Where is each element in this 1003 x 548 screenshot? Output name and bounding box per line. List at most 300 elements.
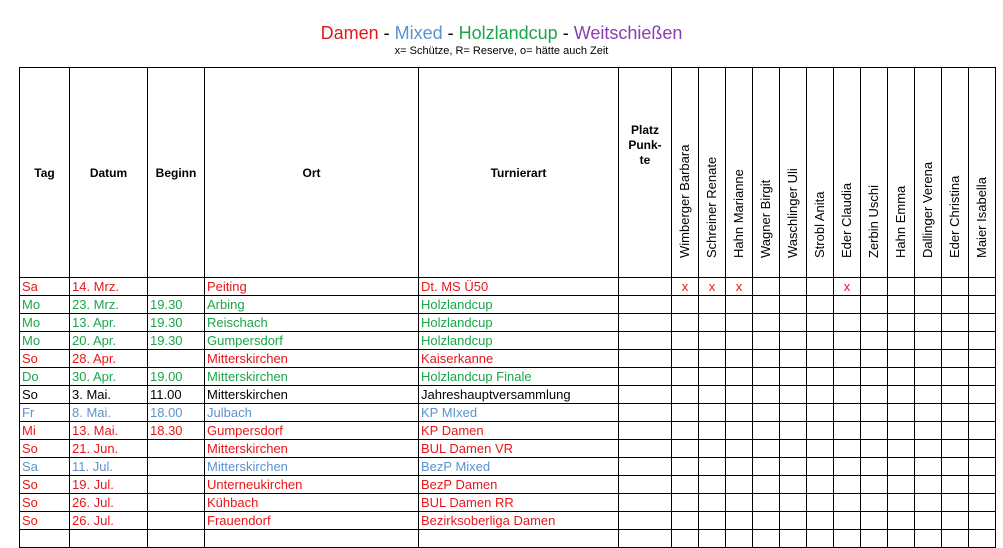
cell-mark [834, 494, 861, 512]
cell-mark [942, 296, 969, 314]
cell-mark [699, 350, 726, 368]
cell-beginn: 19.30 [148, 314, 205, 332]
cell-mark [753, 386, 780, 404]
cell-mark [834, 368, 861, 386]
title-part: Damen [320, 23, 379, 43]
title-part: - [557, 23, 574, 43]
cell-mark [753, 530, 780, 548]
cell-mark [942, 440, 969, 458]
cell-mark [780, 440, 807, 458]
cell-mark [780, 530, 807, 548]
cell-mark [726, 404, 753, 422]
person-name: Wagner Birgit [758, 179, 773, 258]
cell-tag: So [20, 386, 70, 404]
cell-mark [942, 368, 969, 386]
cell-mark [969, 512, 996, 530]
cell-datum: 26. Jul. [70, 512, 148, 530]
cell-tag: So [20, 440, 70, 458]
cell-mark: x [672, 278, 699, 296]
cell-ort: Gumpersdorf [205, 422, 419, 440]
cell-mark [969, 350, 996, 368]
cell-datum: 30. Apr. [70, 368, 148, 386]
table-row [20, 278, 996, 296]
cell-datum: 13. Mai. [70, 422, 148, 440]
cell-mark [942, 422, 969, 440]
cell-tag: So [20, 350, 70, 368]
cell-platz [619, 494, 672, 512]
cell-mark [969, 494, 996, 512]
cell-mark [807, 332, 834, 350]
cell-mark [807, 530, 834, 548]
schedule-table [19, 67, 996, 548]
cell-mark [915, 314, 942, 332]
cell-datum: 3. Mai. [70, 386, 148, 404]
title-part: Holzlandcup [458, 23, 558, 43]
cell-mark [726, 512, 753, 530]
cell-mark [834, 296, 861, 314]
cell-platz [619, 296, 672, 314]
table-row [20, 386, 996, 404]
title-part: - [442, 23, 459, 43]
cell-mark [969, 530, 996, 548]
cell-tag: Do [20, 368, 70, 386]
cell-mark [807, 422, 834, 440]
cell-ort: Peiting [205, 278, 419, 296]
person-name: Schreiner Renate [704, 156, 719, 258]
cell-tag: Mo [20, 296, 70, 314]
cell-mark [834, 386, 861, 404]
cell-beginn: 19.00 [148, 368, 205, 386]
cell-beginn [148, 440, 205, 458]
cell-mark [753, 278, 780, 296]
cell-beginn [148, 512, 205, 530]
header-platz-punkte [619, 68, 672, 278]
cell-mark [699, 296, 726, 314]
cell-mark [780, 368, 807, 386]
header-person [834, 68, 861, 278]
table-row [20, 458, 996, 476]
cell-mark [861, 458, 888, 476]
cell-beginn [148, 350, 205, 368]
cell-mark [753, 404, 780, 422]
cell-beginn [148, 530, 205, 548]
cell-platz [619, 422, 672, 440]
cell-mark [726, 332, 753, 350]
cell-mark [942, 458, 969, 476]
cell-mark [753, 440, 780, 458]
table-row [20, 368, 996, 386]
table-row [20, 350, 996, 368]
cell-mark [672, 440, 699, 458]
cell-mark [969, 368, 996, 386]
cell-mark [780, 314, 807, 332]
cell-mark [726, 314, 753, 332]
cell-mark [834, 314, 861, 332]
cell-mark [672, 368, 699, 386]
cell-mark [726, 296, 753, 314]
cell-turnierart: BUL Damen VR [419, 440, 619, 458]
cell-ort: Arbing [205, 296, 419, 314]
cell-mark [672, 458, 699, 476]
cell-mark [861, 386, 888, 404]
cell-mark [888, 440, 915, 458]
cell-datum: 23. Mrz. [70, 296, 148, 314]
cell-mark [969, 296, 996, 314]
header-person [915, 68, 942, 278]
cell-mark [888, 278, 915, 296]
cell-ort: Mitterskirchen [205, 386, 419, 404]
legend-subtitle: x= Schütze, R= Reserve, o= hätte auch Zeit [394, 45, 609, 57]
cell-mark [942, 512, 969, 530]
cell-beginn: 19.30 [148, 296, 205, 314]
header-turnierart: Turnierart [419, 68, 619, 278]
title-part: Weitschießen [573, 23, 683, 43]
cell-mark [915, 494, 942, 512]
table-row [20, 530, 996, 548]
cell-mark [726, 476, 753, 494]
cell-mark [699, 494, 726, 512]
cell-mark [753, 476, 780, 494]
cell-mark [753, 332, 780, 350]
cell-ort: Gumpersdorf [205, 332, 419, 350]
cell-mark [969, 458, 996, 476]
cell-mark [726, 458, 753, 476]
cell-mark [942, 278, 969, 296]
cell-mark [807, 476, 834, 494]
cell-mark [672, 386, 699, 404]
cell-mark [969, 278, 996, 296]
cell-mark [915, 368, 942, 386]
cell-mark [699, 314, 726, 332]
cell-mark [807, 296, 834, 314]
cell-beginn: 11.00 [148, 386, 205, 404]
cell-mark [672, 404, 699, 422]
cell-mark [942, 386, 969, 404]
cell-beginn: 18.30 [148, 422, 205, 440]
cell-tag [20, 530, 70, 548]
cell-ort: Mitterskirchen [205, 350, 419, 368]
cell-mark [915, 476, 942, 494]
cell-mark [861, 350, 888, 368]
cell-mark [969, 422, 996, 440]
cell-datum: 11. Jul. [70, 458, 148, 476]
cell-platz [619, 332, 672, 350]
table-row [20, 476, 996, 494]
cell-datum: 26. Jul. [70, 494, 148, 512]
header-person [942, 68, 969, 278]
cell-mark [861, 404, 888, 422]
cell-tag: So [20, 494, 70, 512]
cell-mark [699, 440, 726, 458]
cell-mark [915, 350, 942, 368]
cell-mark [861, 296, 888, 314]
cell-turnierart: Jahreshauptversammlung [419, 386, 619, 404]
cell-mark [834, 440, 861, 458]
cell-tag: Sa [20, 458, 70, 476]
cell-mark [726, 368, 753, 386]
cell-mark [861, 422, 888, 440]
cell-tag: Sa [20, 278, 70, 296]
cell-datum: 28. Apr. [70, 350, 148, 368]
cell-mark [888, 386, 915, 404]
cell-mark [726, 440, 753, 458]
cell-mark [969, 386, 996, 404]
cell-mark [861, 278, 888, 296]
cell-mark [888, 368, 915, 386]
cell-mark [969, 476, 996, 494]
cell-mark [807, 350, 834, 368]
cell-ort: Mitterskirchen [205, 458, 419, 476]
cell-mark [888, 494, 915, 512]
title-part: Mixed [394, 23, 443, 43]
person-name: Hahn Marianne [731, 169, 746, 258]
table-row [20, 494, 996, 512]
cell-mark [942, 404, 969, 422]
cell-mark [780, 476, 807, 494]
cell-turnierart: Dt. MS Ü50 [419, 278, 619, 296]
cell-datum: 8. Mai. [70, 404, 148, 422]
cell-beginn: 19.30 [148, 332, 205, 350]
header-person [861, 68, 888, 278]
cell-datum: 19. Jul. [70, 476, 148, 494]
cell-mark [915, 440, 942, 458]
cell-mark [969, 404, 996, 422]
cell-mark [942, 350, 969, 368]
cell-tag: So [20, 512, 70, 530]
cell-mark [753, 368, 780, 386]
cell-mark [915, 512, 942, 530]
cell-mark [672, 422, 699, 440]
cell-mark [726, 422, 753, 440]
cell-mark [807, 368, 834, 386]
cell-mark [672, 494, 699, 512]
header-row [20, 68, 996, 278]
cell-mark [753, 458, 780, 476]
person-name: Eder Claudia [839, 182, 854, 258]
cell-turnierart: Bezirksoberliga Damen [419, 512, 619, 530]
table-row [20, 422, 996, 440]
cell-mark [672, 332, 699, 350]
cell-mark [915, 422, 942, 440]
cell-mark [834, 422, 861, 440]
cell-mark [699, 458, 726, 476]
cell-mark [969, 332, 996, 350]
cell-mark [888, 458, 915, 476]
cell-mark [915, 404, 942, 422]
person-name: Waschlinger Uli [785, 168, 800, 258]
cell-turnierart: BezP Mixed [419, 458, 619, 476]
cell-mark [780, 458, 807, 476]
cell-mark: x [834, 278, 861, 296]
header-person [672, 68, 699, 278]
cell-tag: So [20, 476, 70, 494]
cell-mark [969, 440, 996, 458]
cell-mark [915, 332, 942, 350]
cell-datum: 21. Jun. [70, 440, 148, 458]
header-tag: Tag [20, 68, 70, 278]
cell-mark [726, 350, 753, 368]
table-row [20, 404, 996, 422]
cell-mark [888, 296, 915, 314]
cell-beginn [148, 494, 205, 512]
cell-turnierart: KP MIxed [419, 404, 619, 422]
page-title [0, 22, 1003, 44]
cell-mark [753, 296, 780, 314]
cell-mark [780, 350, 807, 368]
cell-mark [834, 512, 861, 530]
cell-turnierart: Holzlandcup [419, 296, 619, 314]
cell-mark [834, 350, 861, 368]
cell-datum: 20. Apr. [70, 332, 148, 350]
header-ort: Ort [205, 68, 419, 278]
cell-mark [699, 422, 726, 440]
header-beginn: Beginn [148, 68, 205, 278]
header-platz-line: te [639, 153, 651, 167]
cell-mark [753, 350, 780, 368]
cell-mark [969, 314, 996, 332]
cell-platz [619, 368, 672, 386]
cell-platz [619, 476, 672, 494]
cell-mark [699, 368, 726, 386]
cell-mark [753, 494, 780, 512]
cell-mark [807, 440, 834, 458]
cell-mark [915, 458, 942, 476]
cell-platz [619, 440, 672, 458]
cell-mark [861, 332, 888, 350]
cell-mark [807, 278, 834, 296]
header-person [888, 68, 915, 278]
table-row [20, 296, 996, 314]
header-person [699, 68, 726, 278]
cell-mark [942, 332, 969, 350]
cell-beginn [148, 278, 205, 296]
cell-mark [672, 530, 699, 548]
header-person [753, 68, 780, 278]
cell-platz [619, 350, 672, 368]
cell-mark [807, 494, 834, 512]
cell-mark [834, 404, 861, 422]
cell-mark [807, 458, 834, 476]
table-row [20, 332, 996, 350]
cell-mark [807, 404, 834, 422]
cell-mark [780, 512, 807, 530]
title-part: - [378, 23, 395, 43]
cell-mark [672, 350, 699, 368]
cell-mark [888, 512, 915, 530]
cell-ort: Reischach [205, 314, 419, 332]
cell-mark [834, 530, 861, 548]
cell-beginn [148, 458, 205, 476]
header-person [969, 68, 996, 278]
cell-mark [780, 278, 807, 296]
cell-ort: Mitterskirchen [205, 368, 419, 386]
header-datum: Datum [70, 68, 148, 278]
cell-tag: Fr [20, 404, 70, 422]
cell-mark [942, 476, 969, 494]
cell-mark [861, 368, 888, 386]
cell-turnierart: Kaiserkanne [419, 350, 619, 368]
cell-mark [942, 314, 969, 332]
cell-mark [699, 512, 726, 530]
cell-mark [861, 476, 888, 494]
cell-mark [672, 476, 699, 494]
cell-mark [780, 404, 807, 422]
cell-mark [888, 314, 915, 332]
cell-turnierart: Holzlandcup [419, 332, 619, 350]
cell-mark [915, 278, 942, 296]
cell-mark [780, 296, 807, 314]
person-name: Hahn Emma [893, 185, 908, 258]
cell-mark [672, 296, 699, 314]
cell-platz [619, 314, 672, 332]
cell-platz [619, 458, 672, 476]
cell-mark [672, 512, 699, 530]
cell-mark [699, 332, 726, 350]
person-name: Zerbin Uschi [866, 185, 881, 258]
cell-mark [834, 458, 861, 476]
cell-ort: Unterneukirchen [205, 476, 419, 494]
header-person [780, 68, 807, 278]
cell-mark [753, 314, 780, 332]
cell-mark [726, 386, 753, 404]
header-person [807, 68, 834, 278]
cell-mark [726, 530, 753, 548]
cell-beginn: 18.00 [148, 404, 205, 422]
person-name: Eder Christina [947, 175, 962, 258]
cell-turnierart: BUL Damen RR [419, 494, 619, 512]
cell-mark [753, 422, 780, 440]
cell-turnierart: Holzlandcup [419, 314, 619, 332]
cell-mark [861, 512, 888, 530]
cell-mark [942, 494, 969, 512]
cell-mark [915, 296, 942, 314]
cell-mark [888, 422, 915, 440]
cell-mark [834, 476, 861, 494]
cell-mark [888, 350, 915, 368]
cell-ort: Mitterskirchen [205, 440, 419, 458]
cell-ort: Kühbach [205, 494, 419, 512]
cell-mark [888, 404, 915, 422]
cell-mark [753, 512, 780, 530]
cell-mark [699, 386, 726, 404]
cell-mark [888, 476, 915, 494]
cell-turnierart: KP Damen [419, 422, 619, 440]
person-name: Wimberger Barbara [677, 144, 692, 258]
cell-mark [699, 404, 726, 422]
cell-datum: 13. Apr. [70, 314, 148, 332]
cell-platz [619, 530, 672, 548]
cell-mark [699, 530, 726, 548]
header-platz-line: Platz [630, 123, 659, 137]
cell-tag: Mi [20, 422, 70, 440]
cell-turnierart: BezP Damen [419, 476, 619, 494]
cell-tag: Mo [20, 332, 70, 350]
cell-platz [619, 278, 672, 296]
cell-platz [619, 404, 672, 422]
cell-mark: x [726, 278, 753, 296]
cell-mark [888, 332, 915, 350]
cell-beginn [148, 476, 205, 494]
table-row [20, 512, 996, 530]
cell-mark [726, 494, 753, 512]
cell-mark [780, 386, 807, 404]
person-name: Maier Isabella [974, 177, 989, 258]
cell-mark [861, 530, 888, 548]
cell-mark [915, 530, 942, 548]
cell-mark [807, 386, 834, 404]
table-row [20, 440, 996, 458]
cell-mark [699, 476, 726, 494]
